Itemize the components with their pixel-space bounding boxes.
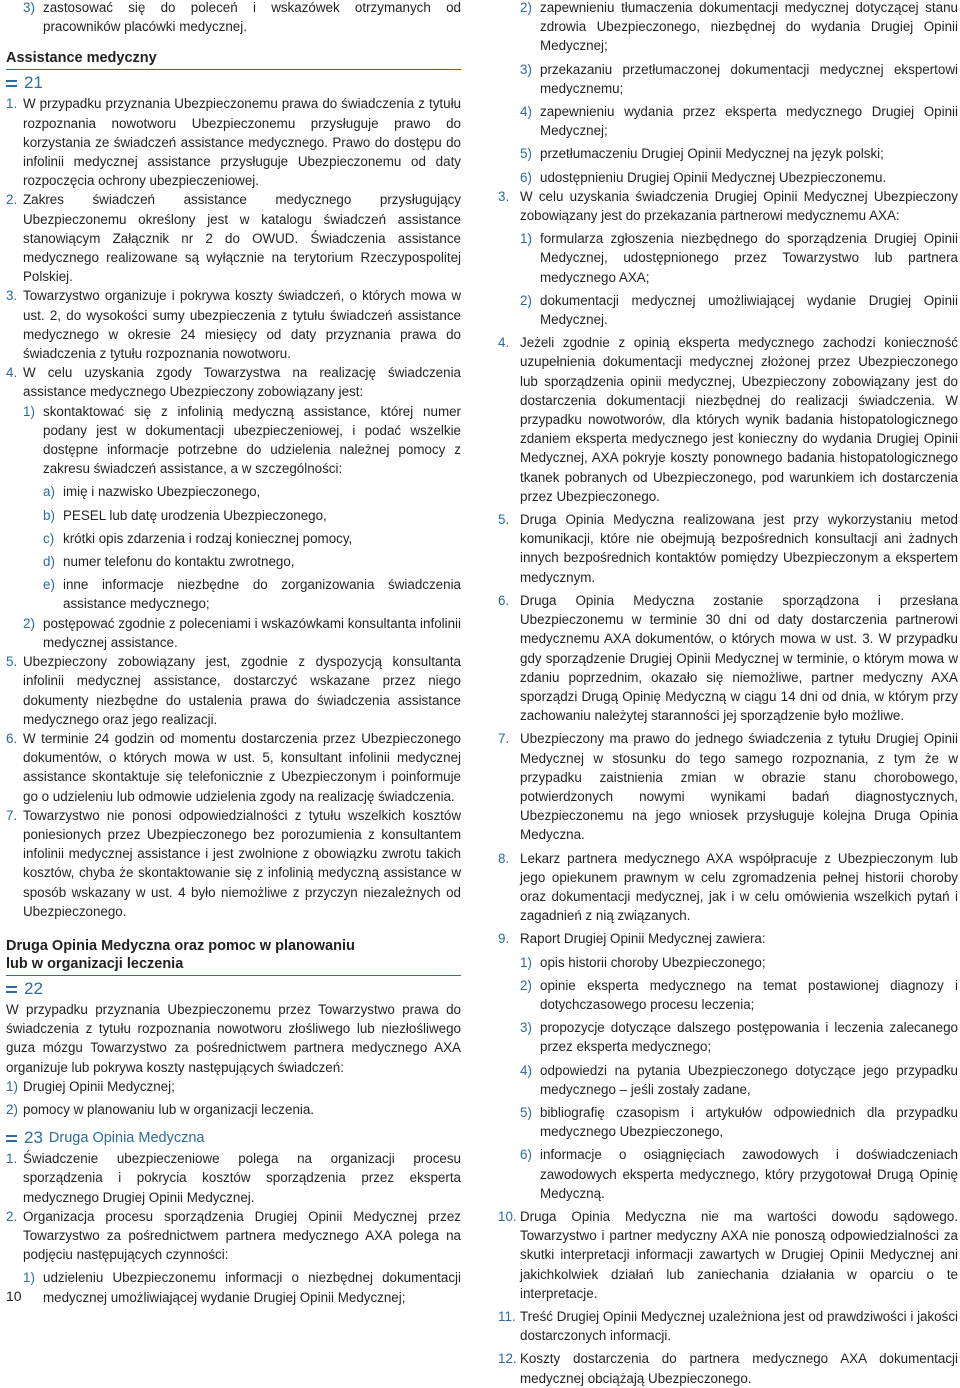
list-text: odpowiedzi na pytania Ubezpieczonego dotyczące jego przypadku medycznego – jeśli zostały zadane, bbox=[540, 1062, 958, 1097]
list-text: Towarzystwo nie ponosi odpowiedzialności z tytułu wszelkich kosztów poniesionych przez Ubezpieczonego bez porozumienia z konsultantem infolinii medycznej assistance i jest zwolnione z obowiązku zwrotu takich kosztów, chyba że skontaktowanie się z infolinią medyczną assistance w sposób wskazany w ust. 4 było niemożliwe z przyczyn niezależnych od Ubezpieczonego. bbox=[23, 807, 461, 919]
list-text: Świadczenie ubezpieczeniowe polega na organizacji procesu sporządzenia i pokrycia kosztów sporządzenia przez eksperta medycznego Drugiej Opinii Medycznej. bbox=[23, 1151, 461, 1205]
list-number: 2) bbox=[520, 292, 532, 308]
list-item bbox=[6, 506, 461, 525]
list-text: imię i nazwisko Ubezpieczonego, bbox=[63, 484, 261, 500]
list-number: e) bbox=[43, 577, 55, 593]
list-item bbox=[498, 1061, 958, 1099]
list-item bbox=[498, 60, 958, 98]
list-text: Zakres świadczeń assistance medycznego przysługujący Ubezpieczonemu określony jest w katalogu świadczeń assistance stanowiącym Załącznik nr 2 do OWUD. Świadczenia assistance medycznego realizowane są wyłącznie na terytorium Rzeczypospolitej Polskiej. bbox=[23, 192, 461, 285]
list-item bbox=[498, 187, 958, 225]
list-item bbox=[6, 94, 461, 190]
list-text: skontaktować się z infolinią medyczną assistance, której numer podany jest w dokumentacji ubezpieczeniowej, i podać wszelkie dostępne informacje potrzebne do udzielenia należnej pomocy z zakresu świadczeń assistance, a w szczególności: bbox=[43, 403, 461, 477]
list-number: 5. bbox=[498, 512, 510, 528]
list-number: 1) bbox=[23, 1270, 35, 1286]
list-number: 11. bbox=[498, 1309, 516, 1324]
list-number: 3) bbox=[520, 1020, 532, 1036]
list-text: zapewnieniu wydania przez eksperta medycznego Drugiej Opinii Medycznej; bbox=[540, 104, 958, 139]
list-number: 6. bbox=[6, 730, 18, 746]
section-title-line: lub w organizacji leczenia bbox=[6, 955, 184, 972]
list-number: 1) bbox=[520, 954, 532, 970]
list-item bbox=[6, 1268, 461, 1306]
list-number: 12. bbox=[498, 1351, 517, 1367]
list-text: Jeżeli zgodnie z opinią eksperta medycznego zachodzi konieczność uzupełnienia dokumentacji medycznej złożonej przez Ubezpieczonego lub sporządzenia opinii medycznej, Ubezpieczony zobowiązany jest do dostarczenia dokumentacji niezbędnej do realizacji świadczenia. W przypadku nowotworów, dla których wynik badania histopatologicznego zdaniem eksperta medycznego jest konieczny do wydania Drugiej Opinii Medycznej, AXA pokryje koszty ponownego badania histopatologicznego tkanek pobranych od Ubezpieczonego, pod warunkiem ich dostarczenia przez Ubezpieczonego. bbox=[520, 335, 958, 504]
paragraph-number-value: 22 bbox=[24, 978, 43, 998]
list-item bbox=[498, 1145, 958, 1203]
list-text: Treść Drugiej Opinii Medycznej uzależniona jest od prawdziwości i jakości dostarczonych informacji. bbox=[520, 1309, 958, 1344]
list-number: 1) bbox=[520, 231, 532, 247]
list-item bbox=[6, 1149, 461, 1207]
list-number: 4. bbox=[498, 335, 510, 351]
list-number: 2. bbox=[6, 192, 18, 208]
list-item bbox=[498, 1207, 958, 1303]
list-text: Lekarz partnera medycznego AXA współpracuje z Ubezpieczonym lub jego opiekunem prawnym w celu zgromadzenia pełnej historii choroby oraz dokumentacji medycznej, jak i w celu omówienia wszelkich pytań i zagadnień z nią związanych. bbox=[520, 850, 958, 924]
list-number: 7. bbox=[6, 807, 18, 823]
list-number: 3) bbox=[520, 61, 532, 77]
page-number: 10 bbox=[6, 1288, 22, 1304]
paragraph-number-value: 23 bbox=[24, 1128, 43, 1148]
section-mark-icon bbox=[6, 78, 18, 88]
list-text: postępować zgodnie z poleceniami i wskazówkami konsultanta infolinii medycznej assistance. bbox=[43, 615, 461, 650]
list-item bbox=[6, 363, 461, 401]
list-item bbox=[498, 229, 958, 287]
list-number: 4. bbox=[6, 365, 18, 381]
list-number: 6) bbox=[520, 169, 532, 185]
list-item bbox=[6, 1100, 461, 1119]
list-number: 8. bbox=[498, 850, 510, 866]
section-title-assistance: Assistance medyczny bbox=[6, 50, 157, 67]
section-title-druga-opinia bbox=[6, 937, 461, 973]
list-number: 2) bbox=[6, 1101, 18, 1117]
list-text: opinie eksperta medycznego na temat postawionej diagnozy i dotychczasowego procesu leczenia; bbox=[540, 977, 958, 1012]
list-item bbox=[498, 0, 958, 56]
list-text: W terminie 24 godzin od momentu dostarczenia przez Ubezpieczonego dokumentów, o których mowa w ust. 5, konsultant infolinii medycznej assistance skontaktuje się telefonicznie z Ubezpieczonym i poinformuje go o udzieleniu lub odmowie udzielenia zgody na realizację świadczenia. bbox=[23, 730, 461, 804]
list-text: numer telefonu do kontaktu zwrotnego, bbox=[63, 554, 295, 570]
paragraph-number bbox=[6, 72, 461, 94]
paragraph-number-value: 21 bbox=[24, 73, 43, 93]
list-text: Towarzystwo organizuje i pokrywa koszty świadczeń, o których mowa w ust. 2, do wysokości sumy ubezpieczenia z tytułu świadczeń assistance medycznego w okresie 24 miesięcy od daty przyznania prawa do świadczenia z tytułu rozpoznania nowotworu. bbox=[23, 288, 461, 362]
list-text: formularza zgłoszenia niezbędnego do sporządzenia Drugiej Opinii Medycznej, udostępnionego przez Towarzystwo lub partnera medycznego AXA; bbox=[540, 231, 958, 285]
paragraph-number bbox=[6, 1127, 461, 1149]
list-number: 3. bbox=[498, 188, 510, 204]
list-text: W celu uzyskania zgody Towarzystwa na realizację świadczenia assistance medycznego Ubezpieczony zobowiązany jest: bbox=[23, 365, 461, 400]
list-number: 1. bbox=[6, 1151, 18, 1167]
list-number: 6) bbox=[520, 1147, 532, 1163]
list-item bbox=[498, 333, 958, 506]
list-text: pomocy w planowaniu lub w organizacji leczenia. bbox=[23, 1101, 315, 1117]
list-text: W celu uzyskania świadczenia Drugiej Opinii Medycznej Ubezpieczony zobowiązany jest do przekazania partnerowi medycznemu AXA: bbox=[520, 188, 958, 224]
list-number: 3) bbox=[23, 0, 35, 15]
list-item bbox=[6, 806, 461, 921]
list-item bbox=[6, 1207, 461, 1265]
list-text: propozycje dotyczące dalszego postępowania i leczenia zalecanego przez eksperta medycznego; bbox=[540, 1020, 958, 1055]
list-text: opis historii choroby Ubezpieczonego; bbox=[540, 954, 766, 970]
list-text: udzieleniu Ubezpieczonemu informacji o niezbędnej dokumentacji medycznej umożliwiającej wydanie Drugiej Opinii Medycznej; bbox=[43, 1270, 461, 1305]
list-number: 3. bbox=[6, 288, 18, 304]
right-column bbox=[498, 0, 958, 1388]
left-column bbox=[6, 0, 461, 1307]
list-text: inne informacje niezbędne do zorganizowania świadczenia assistance medycznego; bbox=[63, 577, 461, 612]
list-number: d) bbox=[43, 554, 55, 570]
section-divider bbox=[6, 69, 461, 70]
list-item bbox=[498, 1307, 958, 1345]
list-text: zastosować się do poleceń i wskazówek otrzymanych od pracowników placówki medycznej. bbox=[43, 0, 461, 35]
list-text: udostępnieniu Drugiej Opinii Medycznej Ubezpieczonemu. bbox=[540, 169, 887, 185]
list-item bbox=[498, 953, 958, 972]
list-item bbox=[498, 102, 958, 140]
list-number: 1) bbox=[6, 1078, 18, 1094]
list-item bbox=[498, 929, 958, 948]
list-item bbox=[498, 1018, 958, 1056]
section-mark-icon bbox=[6, 1133, 18, 1143]
list-number: 5. bbox=[6, 654, 18, 670]
list-item bbox=[6, 575, 461, 613]
list-item bbox=[6, 286, 461, 363]
paragraph-text: W przypadku przyznania Ubezpieczonemu przez Towarzystwo prawa do świadczenia z tytułu rozpoznania nowotworu złośliwego lub niezłośliwego guza mózgu Towarzystwo za pośrednictwem partnera medycznego AXA organizuje lub pokrywa koszty następujących świadczeń: bbox=[6, 1001, 461, 1075]
list-text: zapewnieniu tłumaczenia dokumentacji medycznej dotyczącej stanu zdrowia Ubezpieczonego, niezbędnej do wydania Drugiej Opinii Medycznej; bbox=[540, 0, 958, 54]
list-number: 6. bbox=[498, 592, 510, 608]
list-item bbox=[6, 402, 461, 479]
list-item bbox=[498, 168, 958, 187]
list-item bbox=[6, 190, 461, 286]
list-number: b) bbox=[43, 507, 55, 523]
list-item bbox=[498, 729, 958, 844]
list-item bbox=[6, 1077, 461, 1096]
section-mark-icon bbox=[6, 984, 18, 994]
list-number: 2. bbox=[6, 1208, 18, 1224]
list-number: 5) bbox=[520, 146, 532, 162]
list-text: bibliografię czasopism i artykułów odpowiednich dla przypadku medycznego Ubezpieczonego, bbox=[540, 1104, 958, 1140]
list-number: 1) bbox=[23, 403, 35, 419]
list-number: 2) bbox=[520, 977, 532, 993]
list-text: informacje o osiągnięciach zawodowych i doświadczeniach zawodowych eksperta medycznego, który przygotował Drugą Opinię Medyczną. bbox=[540, 1147, 958, 1201]
list-text: dokumentacji medycznej umożliwiającej wydanie Drugiej Opinii Medycznej. bbox=[540, 292, 958, 328]
list-item bbox=[6, 0, 461, 36]
list-text: Druga Opinia Medyczna nie ma wartości dowodu sądowego. Towarzystwo i partner medyczny AXA nie ponoszą odpowiedzialności za skutki interpretacji informacji zawartych w Drugiej Opinii Medycznej ani jakichkolwiek działań lub zaniechania działania w oparciu o te interpretacje. bbox=[520, 1208, 958, 1301]
section-title-line: Druga Opinia Medyczna oraz pomoc w planowaniu bbox=[6, 937, 355, 954]
list-number: 2) bbox=[520, 0, 532, 15]
list-text: Druga Opinia Medyczna realizowana jest przy wykorzystaniu metod komunikacji, które nie obejmują bezpośrednich konsultacji ani żadnych innych bezpośrednich kontaktów pomiędzy Ubezpieczonym a ekspertem medycznym. bbox=[520, 512, 958, 585]
list-number: 7. bbox=[498, 731, 510, 747]
list-number: c) bbox=[43, 530, 55, 546]
list-text: PESEL lub datę urodzenia Ubezpieczonego, bbox=[63, 507, 327, 523]
list-text: Drugiej Opinii Medycznej; bbox=[23, 1078, 175, 1094]
list-text: Ubezpieczony zobowiązany jest, zgodnie z dyspozycją konsultanta infolinii medycznej assistance, dostarczyć wskazane przez niego dokumenty niezbędne do ustalenia prawa do świadczenia assistance medycznego oraz jego realizacji. bbox=[23, 654, 461, 727]
list-text: Organizacja procesu sporządzenia Drugiej Opinii Medycznej przez Towarzystwo za pośrednictwem partnera medycznego AXA polega na podjęciu następujących czynności: bbox=[23, 1208, 461, 1263]
list-item bbox=[498, 144, 958, 163]
list-text: przetłumaczeniu Drugiej Opinii Medycznej na język polski; bbox=[540, 146, 884, 162]
list-number: 10. bbox=[498, 1208, 517, 1224]
list-item bbox=[6, 529, 461, 548]
list-number: 4) bbox=[520, 104, 532, 120]
list-text: Ubezpieczony ma prawo do jednego świadczenia z tytułu Drugiej Opinii Medycznej w stosunku do tego samego rozpoznania, z tym że w przypadku zaistnienia zmian w obrazie stanu chorobowego, potwierdzonych nowymi wynikami badań diagnostycznych, Ubezpieczonemu na jego wniosek przysługuje kolejna Druga Opinia Medyczna. bbox=[520, 731, 958, 843]
list-text: Druga Opinia Medyczna zostanie sporządzona i przesłana Ubezpieczonemu w terminie 30 dni od daty dostarczenia partnerowi medycznemu AXA dokumentów, o których mowa w ust. 3. W przypadku gdy sporządzenie Drugiej Opinii Medycznej w terminie, o którym mowa w zdaniu poprzednim, okazało się niemożliwe, partner medyczny AXA sporządzi Drugą Opinię Medyczną w ciągu 14 dni od dnia, w którym przy zachowaniu należytej staranności jej sporządzenie było możliwe. bbox=[520, 592, 958, 724]
list-text: W przypadku przyznania Ubezpieczonemu prawa do świadczenia z tytułu rozpoznania nowotworu Ubezpieczonemu przysługuje prawo do korzystania ze świadczeń assistance medycznego. Prawo do dostępu do infolinii medycznej assistance przysługuje Ubezpieczonemu od daty rozpoczęcia ochrony ubezpieczeniowej. bbox=[23, 96, 461, 189]
list-number: 4) bbox=[520, 1062, 532, 1078]
list-item bbox=[6, 614, 461, 652]
list-item bbox=[498, 591, 958, 725]
list-item bbox=[498, 1349, 958, 1387]
list-item bbox=[6, 652, 461, 729]
list-text: Raport Drugiej Opinii Medycznej zawiera: bbox=[520, 931, 766, 947]
list-number: 2) bbox=[23, 615, 35, 631]
list-text: przekazaniu przetłumaczonej dokumentacji medycznej ekspertowi medycznemu; bbox=[540, 61, 958, 96]
list-item bbox=[6, 552, 461, 571]
list-item bbox=[498, 849, 958, 926]
list-number: 9. bbox=[498, 931, 510, 947]
paragraph-title: Druga Opinia Medyczna bbox=[48, 1130, 205, 1147]
list-item bbox=[498, 1103, 958, 1141]
list-item bbox=[498, 291, 958, 329]
list-number: 5) bbox=[520, 1104, 532, 1120]
paragraph-number bbox=[6, 978, 461, 1000]
list-item bbox=[498, 510, 958, 587]
list-item bbox=[6, 482, 461, 501]
section-divider bbox=[6, 975, 461, 976]
list-item bbox=[6, 729, 461, 806]
list-text: Koszty dostarczenia do partnera medycznego AXA dokumentacji medycznej obciążają Ubezpieczonego. bbox=[520, 1351, 958, 1386]
list-text: krótki opis zdarzenia i rodzaj koniecznej pomocy, bbox=[63, 530, 353, 546]
list-item bbox=[498, 976, 958, 1014]
list-number: a) bbox=[43, 484, 55, 500]
list-number: 1. bbox=[6, 96, 18, 112]
